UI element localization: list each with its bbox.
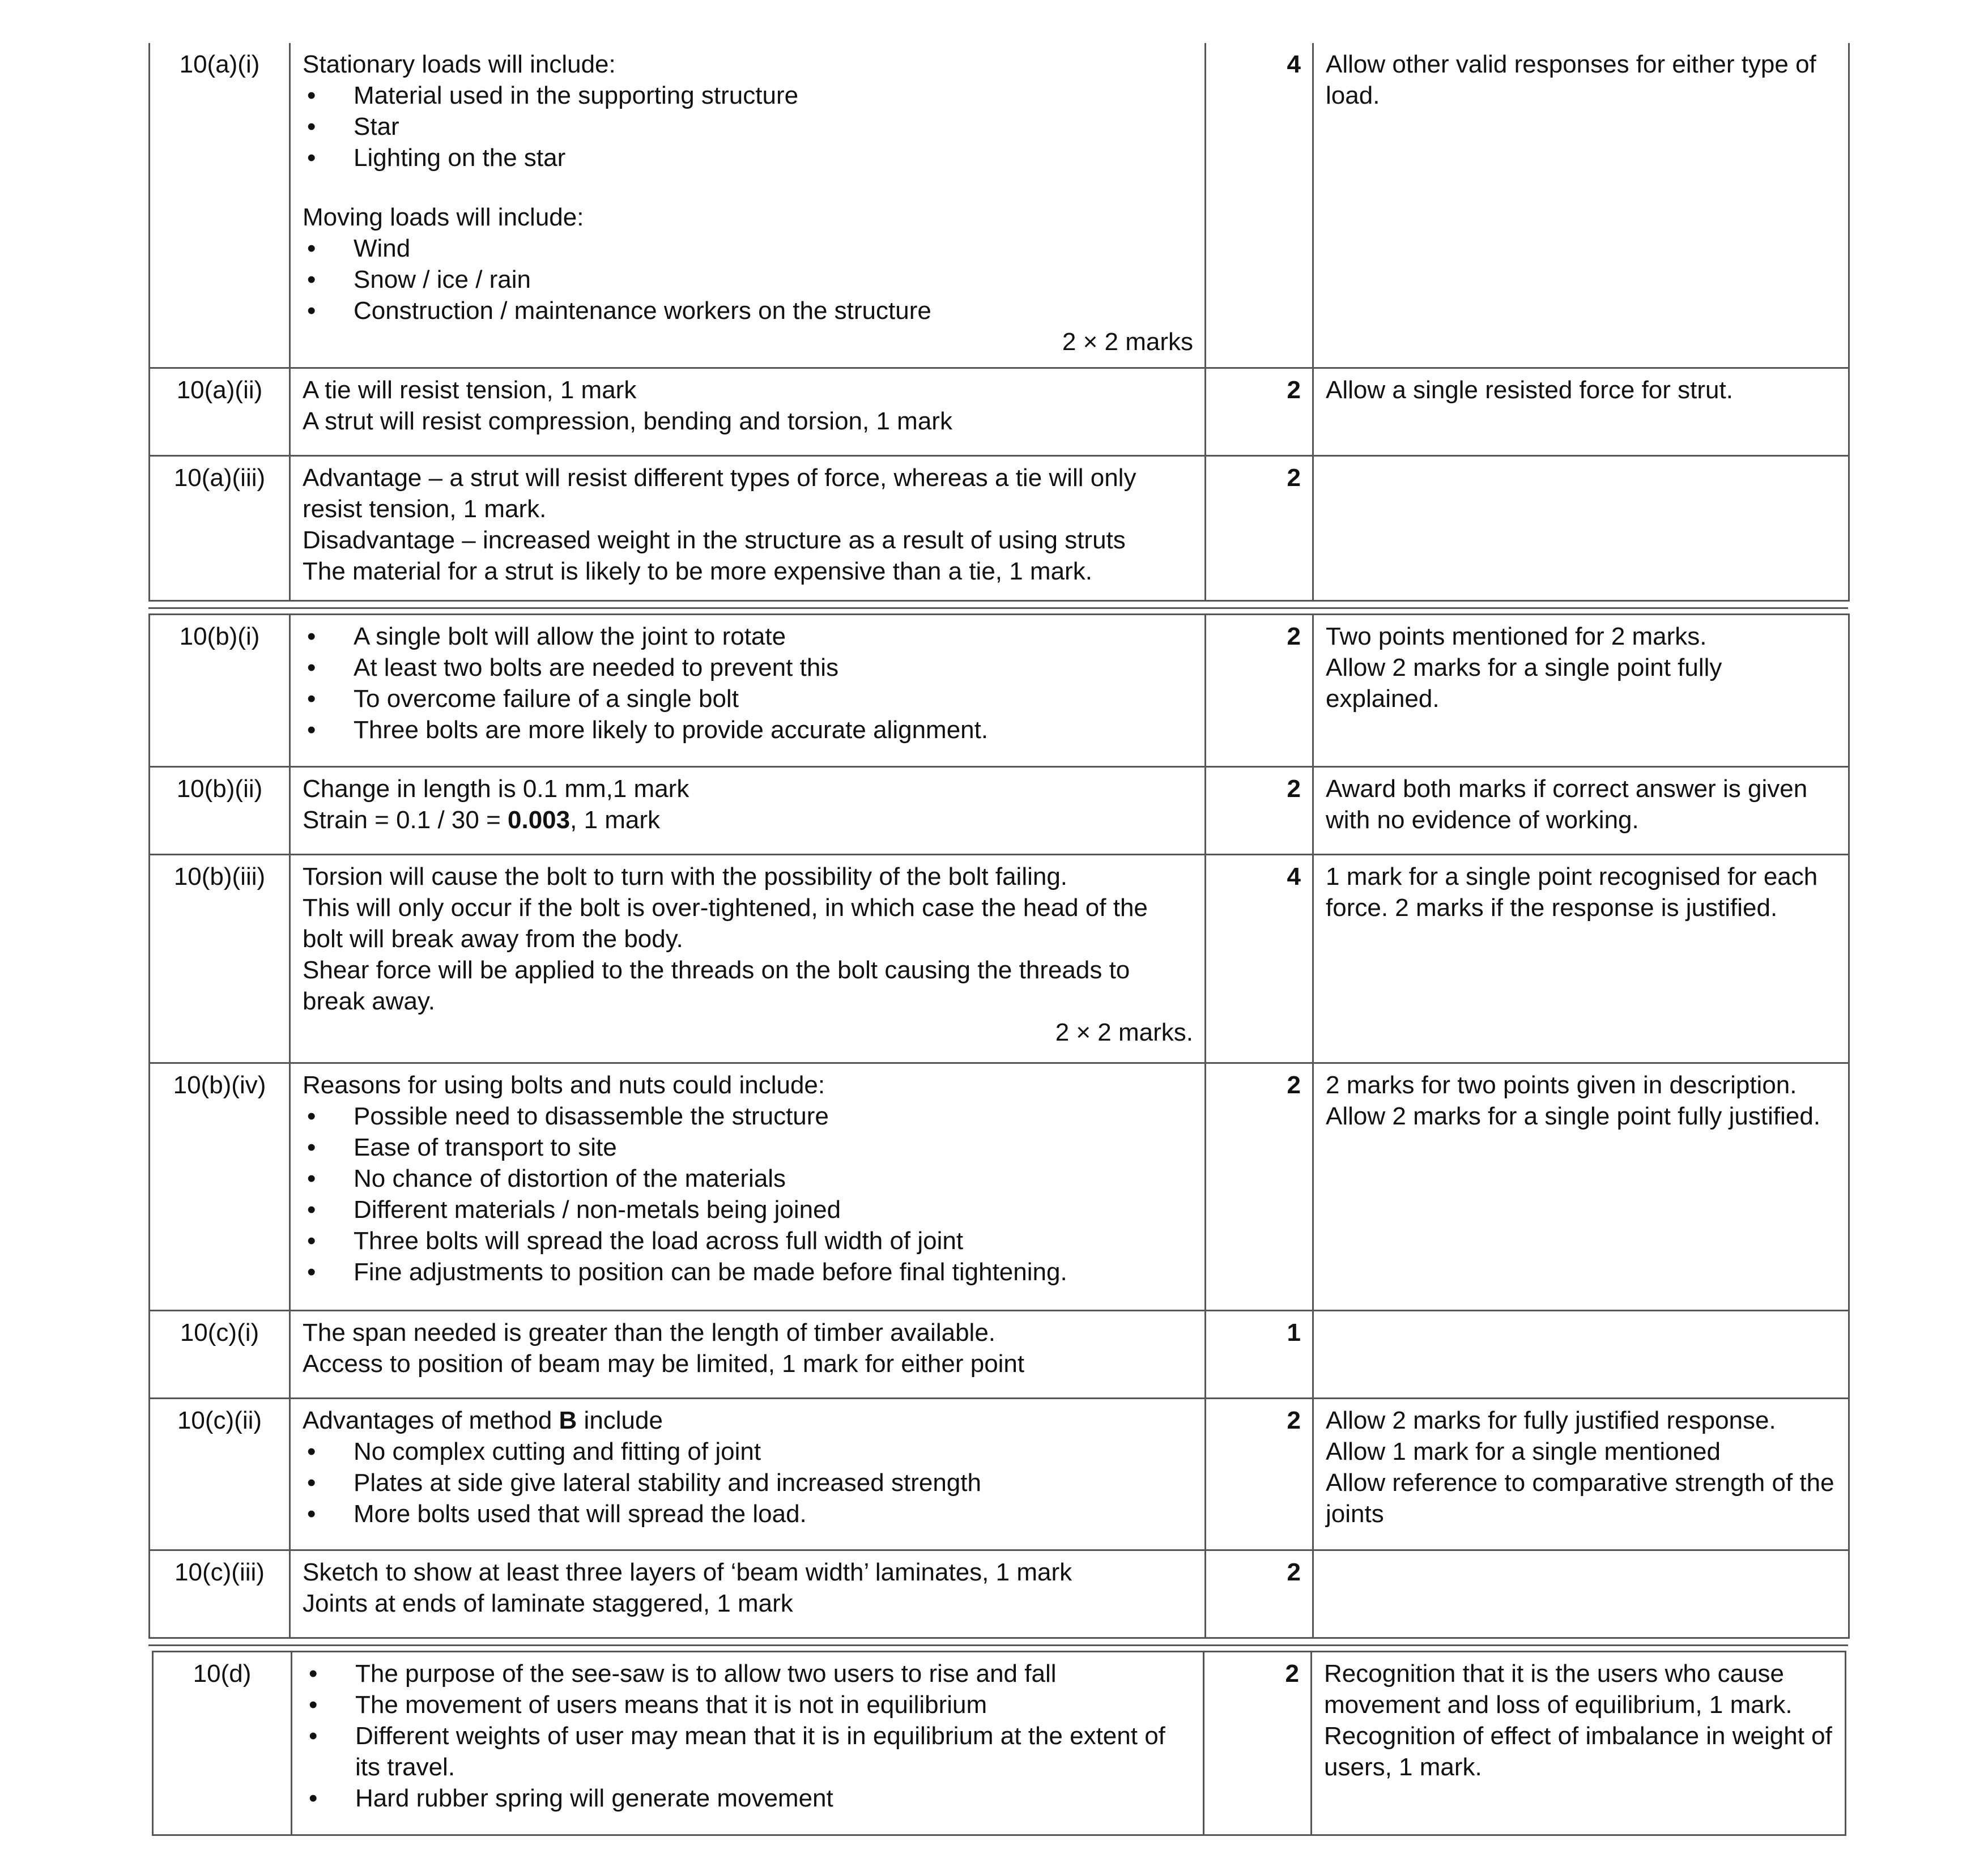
marks-value: 2 — [1206, 455, 1313, 600]
method-label: B — [559, 1407, 577, 1434]
guidance-line: 2 marks for two points given in description. — [1326, 1071, 1797, 1099]
list-item: • Wind — [303, 233, 1193, 264]
answer-cell — [290, 855, 1206, 1063]
question-number: 10(c)(i) — [150, 1311, 290, 1399]
marks-value: 2 — [1204, 1652, 1312, 1835]
list-item: • Snow / ice / rain — [303, 264, 1193, 295]
list-item: • The purpose of the see-saw is to allow two users to rise and fall — [304, 1658, 1191, 1689]
answer-line: The span needed is greater than the length of timber available. — [303, 1319, 996, 1346]
answer-cell — [290, 1311, 1206, 1399]
answer-cell — [290, 615, 1206, 767]
intro-suffix: include — [577, 1407, 663, 1434]
table-row — [150, 368, 1849, 455]
formula-suffix: , 1 mark — [570, 806, 661, 834]
question-number: 10(b)(iii) — [150, 855, 290, 1063]
marks-note: 2 × 2 marks — [1062, 328, 1193, 356]
answer-cell — [290, 455, 1206, 600]
mark-scheme-table-a — [148, 43, 1850, 602]
guidance-cell — [1313, 615, 1849, 767]
table-row — [150, 43, 1849, 368]
guidance-line: Recognition that it is the users who cause movement and loss of equilibrium, 1 mark. — [1324, 1660, 1793, 1719]
list-item: • Three bolts will spread the load across full width of joint — [303, 1225, 1193, 1256]
guidance-cell: Award both marks if correct answer is given with no evidence of working. — [1313, 767, 1849, 855]
list-item: • More bolts used that will spread the load. — [303, 1498, 1193, 1529]
list-item: • Lighting on the star — [303, 142, 1193, 173]
marks-value: 2 — [1206, 767, 1313, 855]
answer-intro: Moving loads will include: — [303, 203, 584, 231]
question-number: 10(c)(ii) — [150, 1399, 290, 1550]
mark-scheme-table-d — [152, 1651, 1846, 1836]
answer-line: A strut will resist compression, bending and torsion, 1 mark — [303, 407, 952, 435]
marks-value: 2 — [1206, 1550, 1313, 1638]
answer-line: Torsion will cause the bolt to turn with the possibility of the bolt failing. — [303, 863, 1068, 890]
answer-cell — [290, 767, 1206, 855]
marks-note: 2 × 2 marks. — [1055, 1019, 1193, 1046]
bullet-list — [304, 1658, 1191, 1814]
guidance-cell — [1313, 455, 1849, 600]
guidance-cell: Allow other valid responses for either type of load. — [1313, 43, 1849, 368]
list-item: • No chance of distortion of the materials — [303, 1163, 1193, 1194]
list-item: • A single bolt will allow the joint to rotate — [303, 621, 1193, 652]
list-item: • Different materials / non-metals being joined — [303, 1194, 1193, 1225]
bullet-list — [303, 233, 1193, 326]
table-row — [150, 767, 1849, 855]
divider — [148, 1644, 1848, 1646]
list-item: • Fine adjustments to position can be made before final tightening. — [303, 1256, 1193, 1288]
answer-intro: Reasons for using bolts and nuts could include: — [303, 1071, 825, 1099]
bullet-list — [303, 1436, 1193, 1529]
list-item: • Material used in the supporting structure — [303, 80, 1193, 111]
list-item: • Plates at side give lateral stability and increased strength — [303, 1467, 1193, 1498]
marks-value: 4 — [1206, 855, 1313, 1063]
guidance-cell — [1313, 1311, 1849, 1399]
bullet-list — [303, 80, 1193, 173]
list-item: • Different weights of user may mean that it is in equilibrium at the extent of its travel. — [304, 1720, 1191, 1783]
answer-value: 0.003 — [508, 806, 571, 834]
answer-cell — [290, 1399, 1206, 1550]
answer-line: This will only occur if the bolt is over-tightened, in which case the head of the bolt will break away from the body. — [303, 894, 1148, 953]
answer-line: A tie will resist tension, 1 mark — [303, 376, 637, 404]
answer-line — [303, 804, 1193, 836]
list-item: • Hard rubber spring will generate movement — [304, 1783, 1191, 1814]
guidance-line: Allow reference to comparative strength of the joints — [1326, 1469, 1834, 1528]
answer-line: Sketch to show at least three layers of ‘beam width’ laminates, 1 mark — [303, 1558, 1072, 1586]
answer-line: Joints at ends of laminate staggered, 1 mark — [303, 1590, 793, 1617]
answer-line: The material for a strut is likely to be more expensive than a tie, 1 mark. — [303, 557, 1092, 585]
answer-cell — [290, 368, 1206, 455]
list-item: • At least two bolts are needed to prevent this — [303, 652, 1193, 683]
guidance-line: Allow 2 marks for a single point fully explained. — [1326, 654, 1722, 713]
guidance-cell — [1313, 1399, 1849, 1550]
guidance-line: Allow 1 mark for a single mentioned — [1326, 1438, 1721, 1465]
answer-cell — [290, 1063, 1206, 1311]
table-row — [153, 1652, 1846, 1835]
list-item: • Possible need to disassemble the structure — [303, 1101, 1193, 1132]
list-item: • Three bolts are more likely to provide accurate alignment. — [303, 714, 1193, 745]
answer-line: Change in length is 0.1 mm,1 mark — [303, 775, 689, 803]
guidance-line: Allow 2 marks for fully justified response. — [1326, 1407, 1776, 1434]
question-number: 10(a)(ii) — [150, 368, 290, 455]
answer-line: Shear force will be applied to the threads on the bolt causing the threads to break away. — [303, 956, 1130, 1015]
guidance-cell: 1 mark for a single point recognised for each force. 2 marks if the response is justified. — [1313, 855, 1849, 1063]
answer-line: Advantage – a strut will resist different types of force, whereas a tie will only resist tension, 1 mark. — [303, 463, 1136, 523]
marks-value: 2 — [1206, 1399, 1313, 1550]
guidance-line: Recognition of effect of imbalance in weight of users, 1 mark. — [1324, 1722, 1832, 1781]
guidance-cell — [1312, 1652, 1846, 1835]
guidance-cell — [1313, 1550, 1849, 1638]
answer-intro: Stationary loads will include: — [303, 50, 616, 78]
table-row — [150, 1311, 1849, 1399]
marks-value: 4 — [1206, 43, 1313, 368]
question-number: 10(d) — [153, 1652, 292, 1835]
answer-cell — [290, 1550, 1206, 1638]
marks-value: 2 — [1206, 615, 1313, 767]
guidance-line: Allow 2 marks for a single point fully justified. — [1326, 1102, 1821, 1130]
guidance-line: Two points mentioned for 2 marks. — [1326, 623, 1707, 650]
answer-intro — [303, 1405, 1193, 1436]
divider — [148, 607, 1848, 609]
marks-value: 2 — [1206, 1063, 1313, 1311]
bullet-list — [303, 621, 1193, 745]
list-item: • Star — [303, 111, 1193, 142]
question-number: 10(a)(iii) — [150, 455, 290, 600]
table-row — [150, 1550, 1849, 1638]
guidance-cell — [1313, 1063, 1849, 1311]
table-row — [150, 1063, 1849, 1311]
question-number: 10(b)(i) — [150, 615, 290, 767]
list-item: • Ease of transport to site — [303, 1132, 1193, 1163]
marks-value: 2 — [1206, 368, 1313, 455]
guidance-cell: Allow a single resisted force for strut. — [1313, 368, 1849, 455]
bullet-list — [303, 1101, 1193, 1288]
formula-text: Strain = 0.1 / 30 = — [303, 806, 508, 834]
question-number: 10(b)(iv) — [150, 1063, 290, 1311]
answer-line: Access to position of beam may be limited, 1 mark for either point — [303, 1350, 1025, 1378]
intro-text: Advantages of method — [303, 1407, 559, 1434]
answer-cell — [292, 1652, 1204, 1835]
table-row — [150, 855, 1849, 1063]
answer-cell — [290, 43, 1206, 368]
question-number: 10(c)(iii) — [150, 1550, 290, 1638]
table-row — [150, 455, 1849, 600]
question-number: 10(b)(ii) — [150, 767, 290, 855]
list-item: • Construction / maintenance workers on the structure — [303, 295, 1193, 326]
list-item: • To overcome failure of a single bolt — [303, 683, 1193, 714]
table-row — [150, 1399, 1849, 1550]
table-row — [150, 615, 1849, 767]
answer-line: Disadvantage – increased weight in the structure as a result of using struts — [303, 526, 1126, 554]
mark-scheme-table-bc — [148, 613, 1850, 1639]
question-number: 10(a)(i) — [150, 43, 290, 368]
list-item: • The movement of users means that it is not in equilibrium — [304, 1689, 1191, 1720]
marks-value: 1 — [1206, 1311, 1313, 1399]
list-item: • No complex cutting and fitting of joint — [303, 1436, 1193, 1467]
